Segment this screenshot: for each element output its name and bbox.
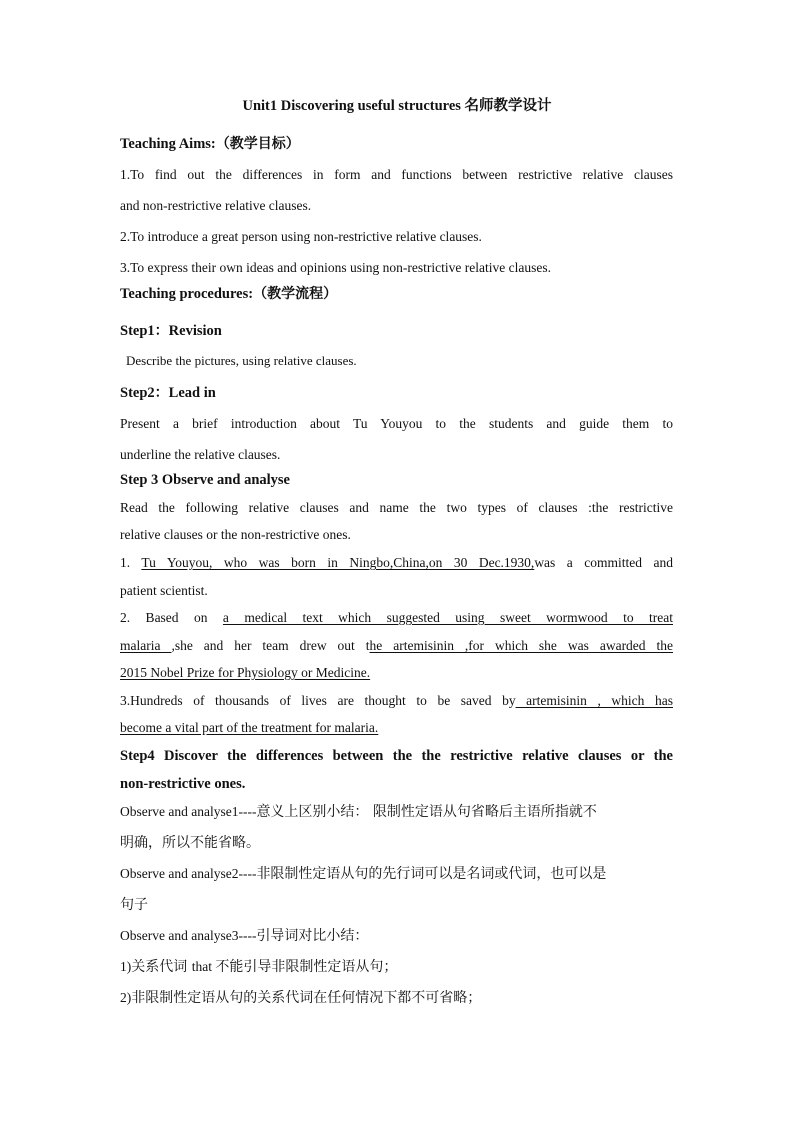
sentence-3-text: 3.Hundreds of thousands of lives are thought to be saved by [120, 693, 516, 708]
procedures-heading [120, 285, 337, 303]
observe-analyse-2 [120, 865, 606, 883]
observe-analyse-2-line-2: 句子 [120, 897, 148, 913]
oa1-text: 意义上区别小结： 限制性定语从句省略后主语所指就不 [256, 804, 597, 820]
aim-1-line-2: and non-restrictive relative clauses. [120, 198, 312, 213]
sentence-3-line-2 [120, 719, 378, 737]
sentence-2-underlined-4: 2015 Nobel Prize for Physiology or Medicine. [120, 665, 371, 680]
teaching-aims-heading [120, 135, 300, 153]
sentence-2-line-3 [120, 664, 370, 682]
step3-heading: Step 3 Observe and analyse [120, 472, 290, 488]
point-1-number: 1) [120, 959, 132, 974]
document-body [120, 0, 673, 1123]
oa3-text: 引导词对比小结： [256, 928, 369, 944]
sentence-3-underlined-2: become a vital part of the treatment for malaria. [120, 720, 379, 735]
sentence-2-number: 2. Based on [120, 610, 223, 625]
sentence-2-underlined-1: a medical text which suggested using sweet wormwood to treat [222, 610, 673, 625]
step3-intro-line-1: Read the following relative clauses and name the two types of clauses :the restrictive [120, 500, 673, 515]
procedures-heading-zh: （教学流程） [253, 286, 338, 302]
procedures-heading-en: Teaching procedures: [120, 286, 254, 302]
step4-heading-line-2: non-restrictive ones. [120, 776, 246, 792]
point-2 [120, 989, 481, 1007]
sentence-1-rest: was a committed and [534, 555, 673, 570]
point-1 [120, 958, 397, 976]
sentence-1-underlined: Tu Youyou, who was born in Ningbo,China,on 30 Dec.1930, [141, 555, 535, 570]
point-1-text-a: 关系代词 [131, 959, 192, 975]
aim-1-line-1: 1.To find out the differences in form and functions between restrictive relative clauses [120, 167, 673, 182]
oa2-label: Observe and analyse2---- [120, 866, 257, 881]
title-en: Unit1 Discovering useful structures [242, 98, 465, 114]
aim-3: 3.To express their own ideas and opinions using non-restrictive relative clauses. [120, 260, 551, 275]
title-zh: 名师教学设计 [464, 98, 552, 114]
step1-heading [120, 322, 222, 340]
observe-analyse-3 [120, 927, 368, 945]
sentence-2-line-1 [120, 609, 673, 627]
oa2-text: 非限制性定语从句的先行词可以是名词或代词，也可以是 [256, 866, 607, 882]
sentence-2-middle: ,she and her team drew out t [171, 638, 370, 653]
aims-heading-en: Teaching Aims: [120, 136, 216, 152]
step4-heading-line-1: Step4 Discover the differences between the the restrictive relative clauses or the [120, 748, 673, 764]
sentence-1-number: 1. [120, 555, 142, 570]
aims-heading-zh: （教学目标） [215, 136, 300, 152]
step1-title: Revision [168, 323, 222, 339]
step1-label: Step1 [120, 323, 155, 339]
step2-sep: ： [154, 385, 169, 401]
step2-heading [120, 384, 216, 402]
sentence-2-underlined-3: he artemisinin ,for which she was awarded the [369, 638, 674, 653]
sentence-3-line-1 [120, 692, 673, 710]
point-2-text: 非限制性定语从句的关系代词在任何情况下都不可省略； [131, 990, 482, 1006]
point-2-number: 2) [120, 990, 132, 1005]
step2-line-2: underline the relative clauses. [120, 447, 281, 462]
step3-intro-line-2: relative clauses or the non-restrictive ones. [120, 527, 351, 542]
step2-line-1: Present a brief introduction about Tu Youyou to the students and guide them to [120, 416, 673, 431]
observe-analyse-1 [120, 803, 597, 821]
step1-sep: ： [154, 323, 169, 339]
step1-text: Describe the pictures, using relative clauses. [126, 353, 357, 368]
sentence-1-line-2: patient scientist. [120, 583, 208, 598]
point-1-keyword: that [191, 959, 216, 974]
point-1-text-b: 不能引导非限制性定语从句； [215, 959, 398, 975]
step2-label: Step2 [120, 385, 155, 401]
observe-analyse-1-line-2: 明确，所以不能省略。 [120, 835, 260, 851]
sentence-3-underlined-1: artemisinin , which has [515, 693, 673, 708]
oa3-label: Observe and analyse3---- [120, 928, 257, 943]
aim-2: 2.To introduce a great person using non-restrictive relative clauses. [120, 229, 482, 244]
oa1-label: Observe and analyse1---- [120, 804, 257, 819]
sentence-1-line-1 [120, 554, 673, 572]
sentence-2-underlined-2: malaria [120, 638, 172, 653]
sentence-2-line-2 [120, 637, 673, 655]
step2-title: Lead in [168, 385, 216, 401]
